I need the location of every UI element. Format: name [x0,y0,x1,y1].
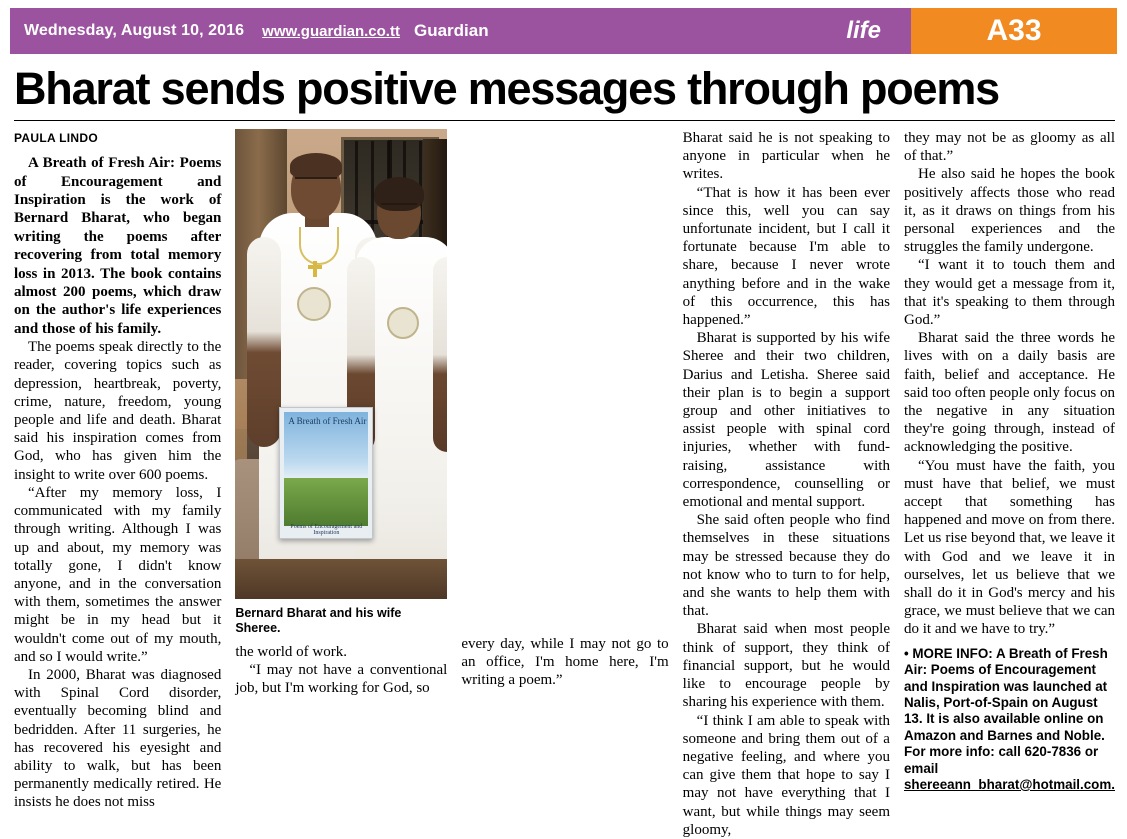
paragraph: Bharat is supported by his wife Sheree and their two children, Darius and Letisha. Sheree said their plan is to begin a support group and other initiatives to assist people with spinal cord injuries, whether with fund-raising, assistance with correspondence, counselling or emotional and mental support. [682,330,890,511]
masthead-section-label: life [846,17,881,44]
photo-man-hair [290,153,342,179]
masthead [10,8,1117,54]
photo-man-arm-left [247,237,281,447]
article-column-2 [235,129,447,695]
page-title: Bharat sends positive messages through poems [14,63,999,114]
paragraph: He also said he hopes the book positively affects those who read it, as it draws on things from his personal experiences and the struggles the family undergone. [903,166,1115,256]
book-cover-title: A Breath of Fresh Air [288,416,367,426]
paragraph: “I think I am able to speak with someone and bring them out of a negative feeling, and where you can give them that hope to say I may not have everything that I want, but while things may seem gloomy, [682,712,890,838]
article-column-5 [903,129,1115,792]
photo-woman-arm-right [433,257,447,452]
photo-illustration [235,129,447,599]
paragraph: In 2000, Bharat was diagnosed with Spinal Cord disorder, eventually becoming blind and bedridden. After 11 surgeries, he has recovered his eyesight and ability to walk, but has been permanently medically retired. He insists he does not miss [14,666,222,811]
photo-woman-glasses [381,203,417,214]
paragraph: Bharat said when most people think of support, they think of financial support, but he would like to encourage people by sharing his experience with them. [682,621,890,711]
more-info-text: A Breath of Fresh Air: Poems of Encouragement and Inspiration was launched at Nalis, Port-of-Spain on August 13. It is also available online on Amazon and Barnes and Noble. For more info: call 620-7836 or email [903,645,1108,776]
paragraph: the world of work. [235,644,347,660]
paragraph: Bharat said he is not speaking to anyone in particular when he writes. [682,130,890,183]
article-photo [235,129,447,599]
more-info-prefix: • MORE INFO: [903,645,996,661]
article-column-3 [461,129,668,695]
more-info-email-link[interactable]: shereeann_bharat@hotmail.com. [903,776,1115,792]
paragraph: “That is how it has been ever since this, well you can say unfortunate incident, but I call it fortunate because I'm able to share, because I never wrote anything before and in the wake of this occurrence, this has happened.” [682,184,890,329]
masthead-website-link[interactable]: www.guardian.co.tt [262,22,400,40]
paragraph: The poems speak directly to the reader, covering topics such as depression, heartbreak, poverty, crime, nature, freedom, young people and life and death. Bharat said his inspiration comes from God, who has given him the insight to write over 600 poems. [14,339,222,483]
paragraph: “I want it to touch them and they would get a message from it, that it's speaking to them through God.” [903,257,1115,329]
paragraph: every day, while I may not go to an office, I'm home here, I'm writing a poem.” [461,636,669,689]
byline: PAULA LINDO [14,131,98,145]
photo-man-glasses [295,177,337,189]
page-number: A33 [986,14,1042,47]
article-body [14,129,1115,838]
photo-book-cover [279,407,373,539]
paragraph: “I may not have a conventional job, but I'm working for God, so [235,662,448,697]
masthead-paper-name: Guardian [413,21,489,40]
photo-column-text [235,643,447,698]
photo-caption: Bernard Bharat and his wife Sheree. [235,606,402,635]
lead-paragraph: A Breath of Fresh Air: Poems of Encouragement and Inspiration is the work of Bernard Bharat, who began writing the poems after recovering from total memory loss in 2013. The book contains almost 200 poems, which draw on the author's life experiences and those of his family. [14,155,222,337]
paragraph: She said often people who find themselves in these situations may be stressed because they do not know who to turn to for help, and she wants to help them with that. [682,512,890,620]
masthead-bar [10,8,911,54]
header-divider [14,120,1115,121]
paragraph: “You must have the faith, you must have that belief, we must accept that something has happened and move on from there. Let us rise beyond that, we leave it with God and we leave it in ourselves, let us believe that we shall do it in God's mercy and his grace, we must believe that we can do it and we have to try.” [903,457,1115,638]
photo-floor [235,559,447,599]
newspaper-page [0,8,1127,838]
masthead-date: Wednesday, August 10, 2016 [24,22,245,39]
paragraph: they may not be as gloomy as all of that.” [903,130,1115,165]
article-column-1 [14,129,222,811]
book-cover-field [284,478,368,526]
more-info-block [904,646,1115,794]
paragraph: Bharat said the three words he lives with on a daily basis are faith, belief and acceptance. He said too often people only focus on the negative in any situation they're going through, instead of acknowledging the positive. [903,330,1115,456]
book-cover-subtitle: Poems of Encouragement and Inspiration [290,524,363,536]
paragraph: “After my memory loss, I communicated with my family through writing. Although I was up and about, my memory was totally gone, I didn't know anyone, and in the conversation with them, sometimes the answer might be in my head but it wouldn't come out of my mouth, and so I would write.” [14,484,222,665]
page-number-badge [911,8,1117,54]
article-column-4 [682,129,890,838]
photo-cross-pendant [313,261,317,277]
